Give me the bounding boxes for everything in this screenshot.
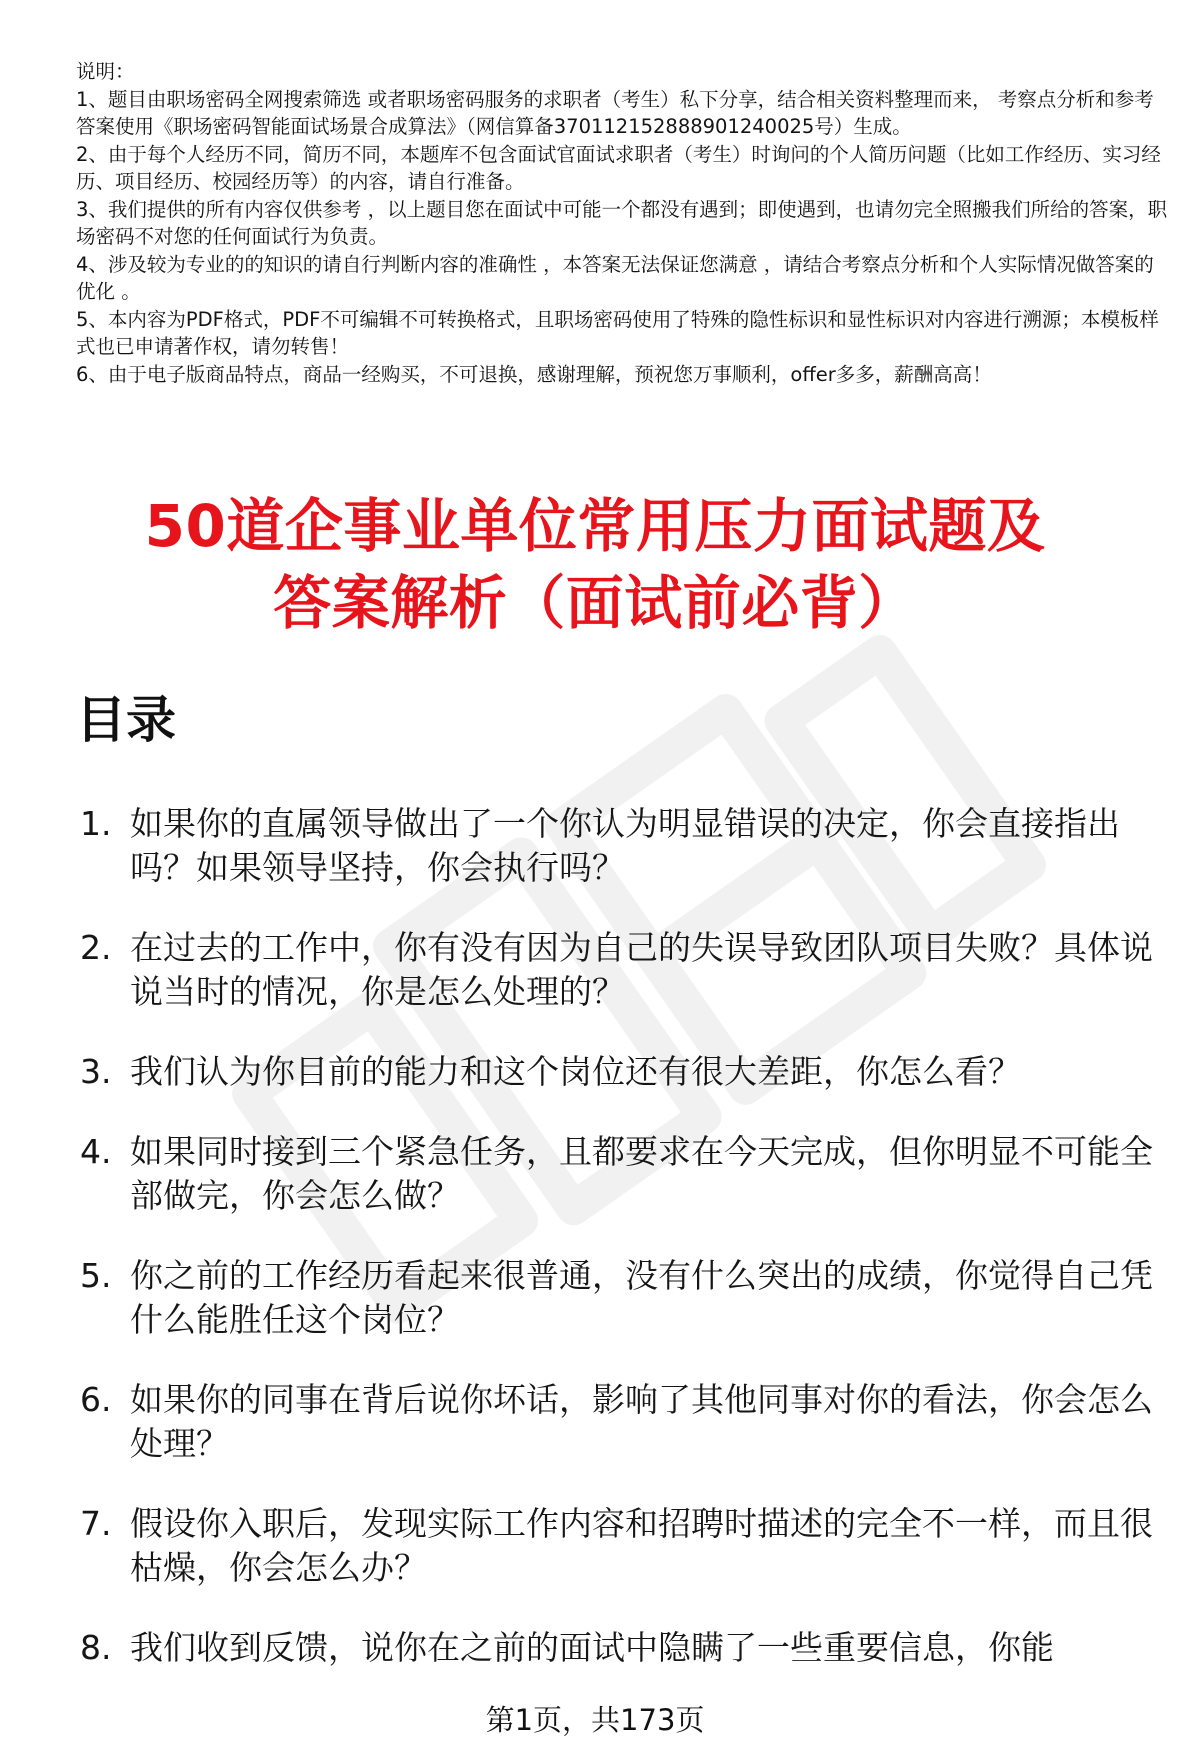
toc-item-number: 6. [80,1380,112,1419]
toc-item[interactable] [76,1378,1166,1502]
toc-heading: 目录 [76,691,176,749]
notice-heading: 说明： [76,60,135,83]
toc-item-text: 在过去的工作中，你有没有因为自己的失误导致团队项目失败？具体说说当时的情况，你是怎么处理的？ [130,928,1153,1011]
notice-line: 6、由于电子版商品特点，商品一经购买，不可退换，感谢理解，预祝您万事顺利，offer多多，薪酬高高！ [76,362,992,386]
toc-item-text: 假设你入职后，发现实际工作内容和招聘时描述的完全不一样，而且很枯燥，你会怎么办？ [130,1504,1153,1587]
toc-item-number: 3. [80,1052,112,1091]
toc-item-text: 如果你的同事在背后说你坏话，影响了其他同事对你的看法，你会怎么处理？ [130,1380,1153,1463]
toc-item[interactable] [76,926,1166,1050]
notice-line: 4、涉及较为专业的的知识的请自行判断内容的准确性 ，本答案无法保证您满意 ，请结合考察点分析和个人实际情况做答案的优化 。 [76,252,1154,303]
page-number-footer: 第1页，共173页 [485,1703,705,1737]
toc-item-text: 我们认为你目前的能力和这个岗位还有很大差距，你怎么看？ [130,1052,1021,1091]
toc-item-number: 8. [80,1628,112,1667]
document-title [40,488,1150,642]
table-of-contents [76,802,1166,1670]
toc-item[interactable] [76,802,1166,926]
toc-item-number: 1. [80,804,112,843]
toc-item-number: 5. [80,1256,112,1295]
toc-item[interactable] [76,1050,1166,1130]
toc-item-number: 7. [80,1504,112,1543]
title-line-2: 答案解析（面试前必背） [273,569,917,637]
notice-line: 5、本内容为PDF格式，PDF不可编辑不可转换格式，且职场密码使用了特殊的隐性标识和显性标识对内容进行溯源；本模板样式也已申请著作权，请勿转售！ [76,307,1159,358]
toc-item-text: 如果你的直属领导做出了一个你认为明显错误的决定，你会直接指出吗？如果领导坚持，你会执行吗？ [130,804,1120,887]
notice-line: 2、由于每个人经历不同，简历不同，本题库不包含面试官面试求职者（考生）时询问的个人简历问题（比如工作经历、实习经历、项目经历、校园经历等）的内容，请自行准备。 [76,142,1161,193]
toc-item[interactable] [76,1254,1166,1378]
disclaimer-notice [76,58,1168,388]
toc-item-text: 你之前的工作经历看起来很普通，没有什么突出的成绩，你觉得自己凭什么能胜任这个岗位？ [130,1256,1153,1339]
toc-item-text: 如果同时接到三个紧急任务，且都要求在今天完成，但你明显不可能全部做完，你会怎么做？ [130,1132,1153,1215]
toc-item[interactable] [76,1626,1166,1670]
notice-line: 1、题目由职场密码全网搜索筛选 或者职场密码服务的求职者（考生）私下分享，结合相关资料整理而来， 考察点分析和参考答案使用《职场密码智能面试场景合成算法》（网信算备370112152888901240025号）生成。 [76,87,1154,138]
toc-item-number: 4. [80,1132,112,1171]
toc-item[interactable] [76,1130,1166,1254]
toc-item-text: 我们收到反馈，说你在之前的面试中隐瞒了一些重要信息，你能 [130,1628,1054,1667]
toc-item-number: 2. [80,928,112,967]
notice-line: 3、我们提供的所有内容仅供参考 ，以上题目您在面试中可能一个都没有遇到；即使遇到，也请勿完全照搬我们所给的答案，职场密码不对您的任何面试行为负责。 [76,197,1168,248]
title-line-1: 50道企事业单位常用压力面试题及 [144,492,1046,560]
toc-item[interactable] [76,1502,1166,1626]
